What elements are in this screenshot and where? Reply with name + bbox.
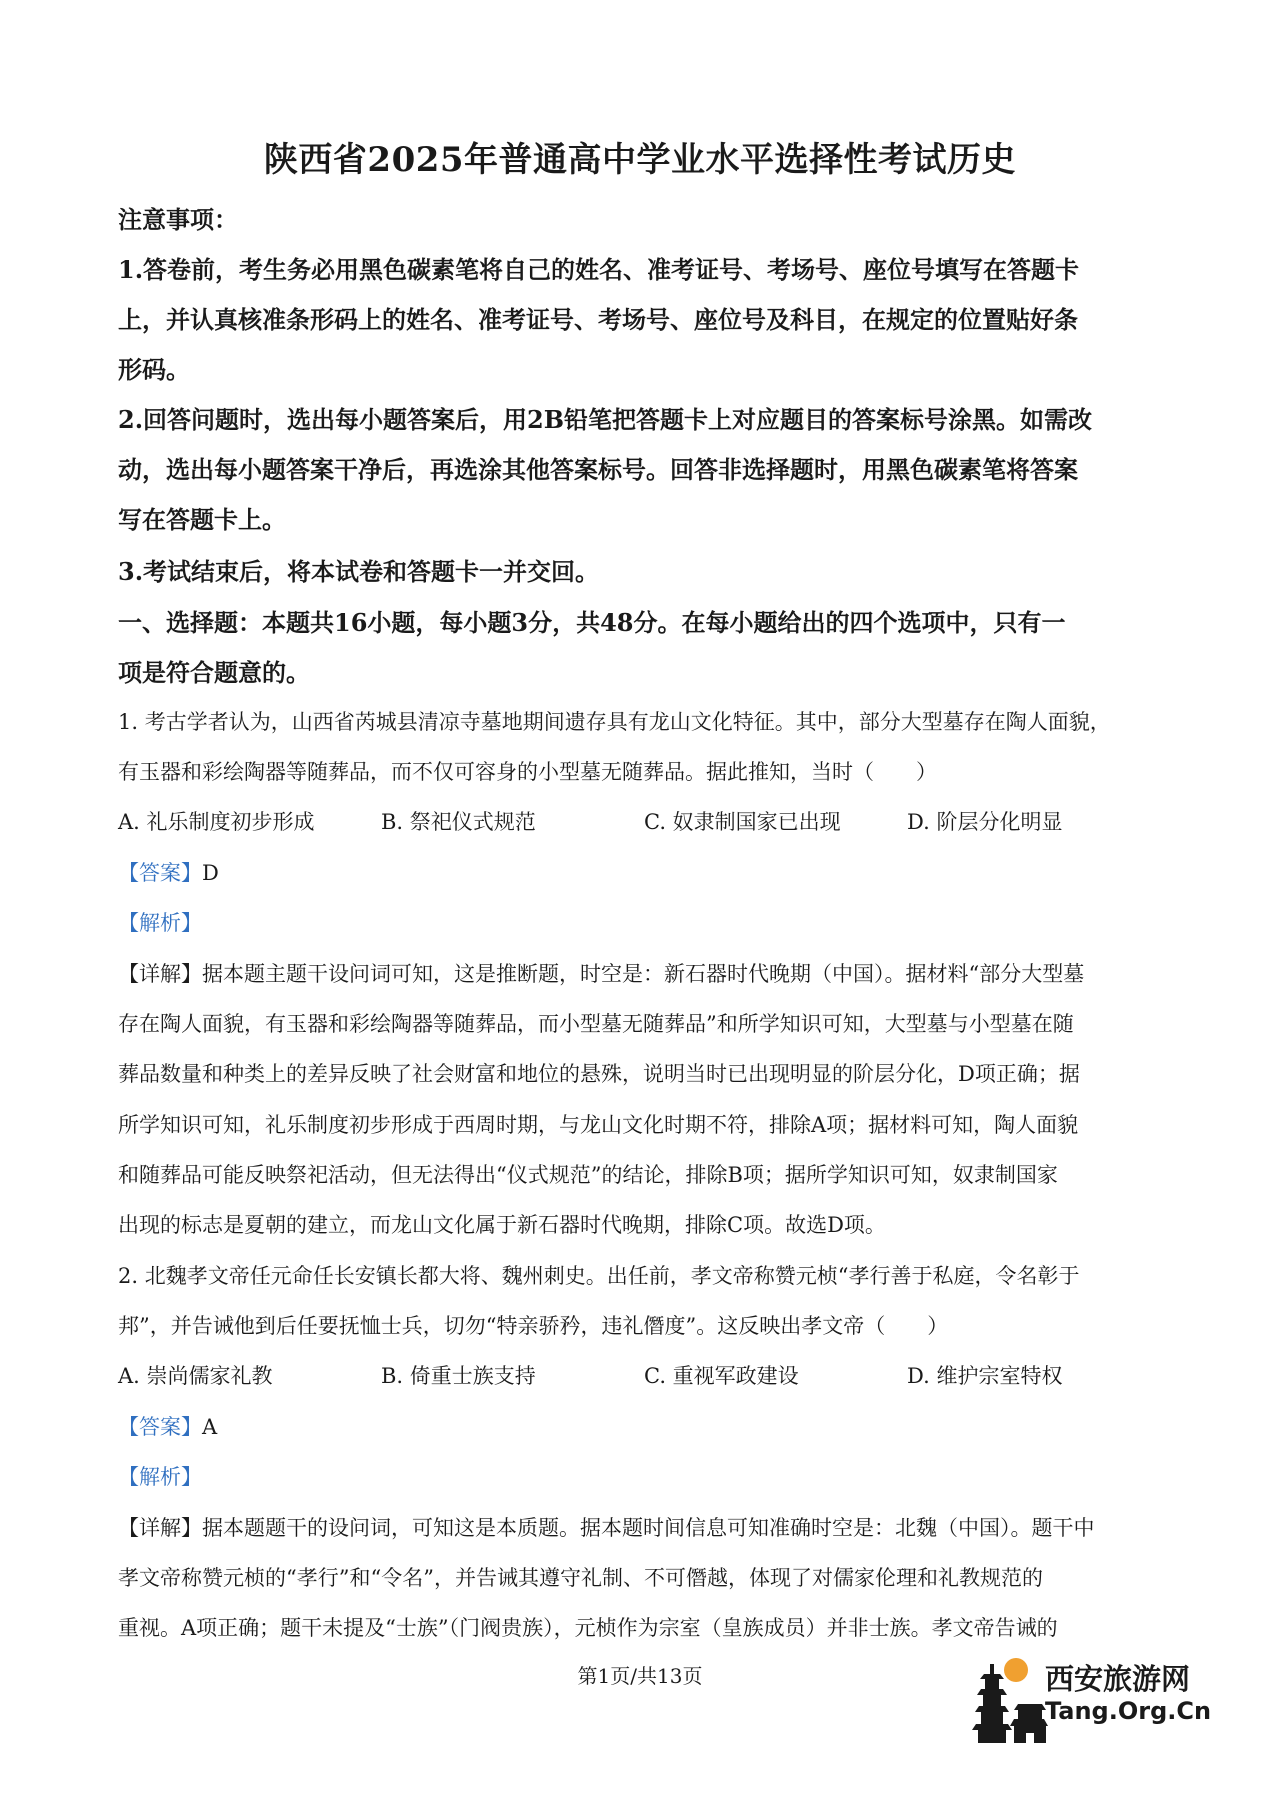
answer-label: 【答案】 [118,861,202,885]
question-1-stem: 有玉器和彩绘陶器等随葬品，而不仅可容身的小型墓无随葬品。据此推知，当时（ ） [118,760,937,784]
notice-line: 上，并认真核准条形码上的姓名、准考证号、考场号、座位号及科目，在规定的位置贴好条 [118,305,1078,334]
detail-label: 【详解】 [118,962,202,986]
answer-value: A [202,1415,218,1439]
question-1-option-b: B. 祭祀仪式规范 [381,810,536,834]
detail-label: 【详解】 [118,1516,202,1540]
question-2-option-c: C. 重视军政建设 [644,1364,799,1388]
question-2-detail [118,1512,1095,1542]
sun-icon [1004,1658,1028,1682]
detail-text: 出现的标志是夏朝的建立，而龙山文化属于新石器时代晚期，排除C项。故选D项。 [118,1213,886,1237]
detail-text: 据本题题干的设问词，可知这是本质题。据本题时间信息可知准确时空是：北魏（中国）。题干中 [202,1516,1095,1540]
question-2-stem: 2. 北魏孝文帝任元命任长安镇长都大将、魏州刺史。出任前，孝文帝称赞元桢“孝行善于私庭，令名彰于 [118,1264,1080,1288]
answer-value: D [202,861,219,885]
question-2-option-d: D. 维护宗室特权 [907,1364,1063,1388]
notice-line: 3.考试结束后，将本试卷和答题卡一并交回。 [118,557,600,586]
detail-text: 据本题主题干设问词可知，这是推断题，时空是：新石器时代晚期（中国）。据材料“部分大型墓 [202,962,1085,986]
section-heading: 一、选择题：本题共16小题，每小题3分，共48分。在每小题给出的四个选项中，只有一 [118,608,1066,637]
question-2-option-b: B. 倚重士族支持 [381,1364,536,1388]
detail-text: 孝文帝称赞元桢的“孝行”和“令名”，并告诫其遵守礼制、不可僭越，体现了对儒家伦理和礼教规范的 [118,1566,1043,1590]
question-2-option-a: A. 崇尚儒家礼教 [118,1364,273,1388]
notice-line: 动，选出每小题答案干净后，再选涂其他答案标号。回答非选择题时，用黑色碳素笔将答案 [118,455,1078,484]
question-1-option-a: A. 礼乐制度初步形成 [118,810,315,834]
detail-text: 葬品数量和种类上的差异反映了社会财富和地位的悬殊，说明当时已出现明显的阶层分化，D项正确；据 [118,1062,1080,1086]
page-number: 第1页/共13页 [577,1664,703,1688]
notice-heading: 注意事项： [118,205,238,234]
notice-line: 1.答卷前，考生务必用黑色碳素笔将自己的姓名、准考证号、考场号、座位号填写在答题卡 [118,255,1080,284]
detail-text: 重视。A项正确；题干未提及“士族”（门阀贵族），元桢作为宗室（皇族成员）并非士族。孝文帝告诫的 [118,1616,1058,1640]
section-heading: 项是符合题意的。 [118,658,310,687]
detail-text: 存在陶人面貌，有玉器和彩绘陶器等随葬品，而小型墓无随葬品”和所学知识可知，大型墓与小型墓在随 [118,1012,1074,1036]
detail-text: 所学知识可知，礼乐制度初步形成于西周时期，与龙山文化时期不符，排除A项；据材料可知，陶人面貌 [118,1113,1079,1137]
question-1-option-c: C. 奴隶制国家已出现 [644,810,841,834]
answer-label: 【答案】 [118,1415,202,1439]
notice-line: 2.回答问题时，选出每小题答案后，用2B铅笔把答题卡上对应题目的答案标号涂黑。如需改 [118,405,1093,434]
logo-url: Tang.Org.Cn [1045,1697,1212,1725]
logo-name: 西安旅游网 [1045,1662,1191,1696]
page-title: 陕西省2025年普通高中学业水平选择性考试历史 [263,140,1017,180]
question-2-stem: 邦”，并告诫他到后任要抚恤士兵，切勿“特亲骄矜，违礼僭度”。这反映出孝文帝（ ） [118,1314,949,1338]
detail-text: 和随葬品可能反映祭祀活动，但无法得出“仪式规范”的结论，排除B项；据所学知识可知，奴隶制国家 [118,1163,1058,1187]
question-1-detail [118,958,1084,988]
question-2-answer [118,1411,217,1441]
question-1-option-d: D. 阶层分化明显 [907,810,1063,834]
question-1-stem: 1. 考古学者认为，山西省芮城县清凉寺墓地期间遗存具有龙山文化特征。其中，部分大型墓存在陶人面貌， [118,710,1111,734]
question-1-answer [118,857,219,887]
notice-line: 形码。 [118,355,190,384]
analysis-label: 【解析】 [118,911,202,935]
analysis-label: 【解析】 [118,1465,202,1489]
notice-line: 写在答题卡上。 [118,505,286,534]
